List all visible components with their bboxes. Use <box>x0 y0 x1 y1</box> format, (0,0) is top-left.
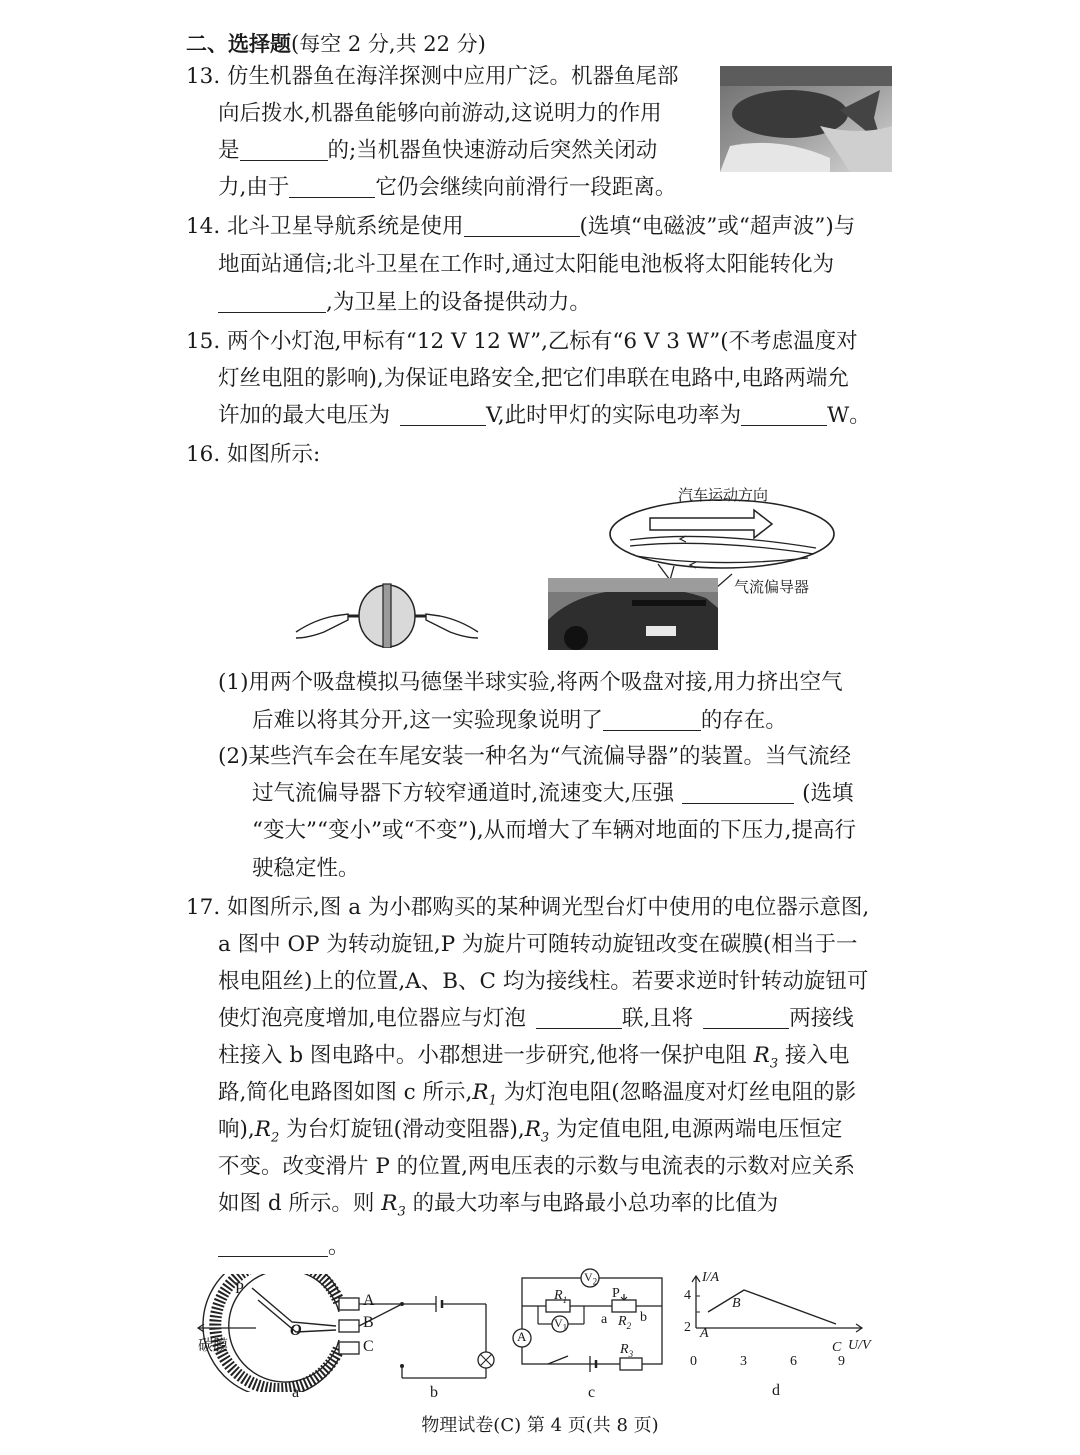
section-title: 二、选择题 <box>186 31 291 56</box>
q17-line3: 根电阻丝)上的位置,A、B、C 均为接线柱。若要求逆时针转动旋钮可 <box>218 969 869 994</box>
q15-text: 许加的最大电压为 <box>218 403 391 428</box>
var-r3: $R_3$ <box>753 1043 779 1072</box>
q17-line7 <box>218 1115 842 1153</box>
q17-line10 <box>218 1232 350 1262</box>
fig-c-v1: $V_1$ <box>554 1316 568 1333</box>
q15-line1: 15. 两个小灯泡,甲标有“12 V 12 W”,乙标有“6 V 3 W”(不考虑温度对 <box>186 329 858 354</box>
q15-text: V,此时甲灯的实际电功率为 <box>486 403 742 428</box>
q17-text: 联,且将 <box>621 1006 694 1031</box>
fig-d-xlabel: U/V <box>848 1338 871 1353</box>
q13-text: 它仍会继续向前滑行一段距离。 <box>375 175 677 200</box>
suction-cup-figure <box>294 580 480 648</box>
q15-line2: 灯丝电阻的影响),为保证电路安全,把它们串联在电路中,电路两端允 <box>218 366 849 391</box>
q17-text: 接入电 <box>784 1043 850 1068</box>
q15-text: W。 <box>827 403 871 428</box>
q13-line3 <box>218 136 657 166</box>
car-spoiler-figure <box>546 480 836 652</box>
q16-p2-line4: 驶稳定性。 <box>252 856 360 881</box>
graph-line-ab <box>708 1290 836 1324</box>
q14-line1 <box>186 212 855 242</box>
fig-c-p: P <box>612 1286 620 1301</box>
fig-d-y4: 4 <box>684 1288 691 1303</box>
q16-blank1[interactable] <box>603 708 701 731</box>
q16-p1-line1: (1)用两个吸盘模拟马德堡半球实验,将两个吸盘对接,用力挤出空气 <box>218 670 843 695</box>
fig-a-label-o: O <box>290 1322 302 1339</box>
fig-c-r1: $R_1$ <box>554 1288 568 1305</box>
fig-a-label-b: B <box>363 1314 374 1331</box>
q14-blank1[interactable] <box>464 214 580 237</box>
fig-d-ylabel: I/A <box>702 1270 720 1285</box>
q15-blank2[interactable] <box>741 403 827 426</box>
fig-a-label-c: C <box>363 1338 374 1355</box>
q17-text: 使灯泡亮度增加,电位器应与灯泡 <box>218 1006 526 1031</box>
fig-a-label-p: P <box>235 1280 244 1297</box>
fig-d-x6: 6 <box>790 1354 797 1369</box>
q16-text: (选填 <box>802 781 854 806</box>
fig-c-a: a <box>601 1312 608 1327</box>
fig-d-x0: 0 <box>690 1354 697 1369</box>
q14-blank2[interactable] <box>218 290 326 313</box>
robot-fish-photo <box>720 66 892 172</box>
q17-text: 如图 d 所示。则 <box>218 1191 375 1216</box>
q14-text: ,为卫星上的设备提供动力。 <box>326 290 591 315</box>
fig-c-v2: $V_2$ <box>584 1270 598 1287</box>
fig-d-b: B <box>732 1296 741 1311</box>
fig-label-direction: 汽车运动方向 <box>678 487 769 504</box>
q17-blank3[interactable] <box>218 1234 328 1257</box>
section-note: (每空 2 分,共 22 分) <box>291 32 486 56</box>
fig-d-a: A <box>700 1326 709 1341</box>
fig-d-y2: 2 <box>684 1320 691 1335</box>
q13-text: 的;当机器鱼快速游动后突然关闭动 <box>327 138 658 163</box>
q17-line9 <box>218 1189 778 1227</box>
q17-text: 两接线 <box>789 1006 854 1031</box>
q17-line8: 不变。改变滑片 P 的位置,两电压表的示数与电流表的示数对应关系 <box>218 1154 855 1179</box>
q17-text: 为台灯旋钮(滑动变阻器), <box>286 1117 525 1142</box>
q13-blank2[interactable] <box>289 175 375 198</box>
q17-blank1[interactable] <box>536 1006 622 1029</box>
q13-text: 是 <box>218 138 240 163</box>
q16-text: 的存在。 <box>700 708 787 733</box>
q16-p2-line3: “变大”“变小”或“不变”),从而增大了车辆对地面的下压力,提高行 <box>252 818 857 843</box>
fig-label-spoiler: 气流偏导器 <box>734 579 810 596</box>
section-header <box>186 28 486 58</box>
fig-c-b: b <box>640 1310 647 1325</box>
q17-line1: 17. 如图所示,图 a 为小郡购买的某种调光型台灯中使用的电位器示意图, <box>186 895 870 920</box>
var-r3: $R_3$ <box>524 1117 550 1146</box>
fig-a-label-film: 碳膜 <box>198 1337 229 1354</box>
fig-d-x3: 3 <box>740 1354 747 1369</box>
q16-line1: 16. 如图所示: <box>186 442 321 467</box>
q17-text: 为定值电阻,电源两端电压恒定 <box>556 1117 843 1142</box>
q17-text: 路,简化电路图如图 c 所示, <box>218 1080 473 1105</box>
fig-d-c: C <box>832 1340 842 1355</box>
q16-blank2[interactable] <box>682 781 794 804</box>
q16-text: 后难以将其分开,这一实验现象说明了 <box>252 708 603 733</box>
q17-text: 柱接入 b 图电路中。小郡想进一步研究,他将一保护电阻 <box>218 1043 747 1068</box>
q17-text: 的最大功率与电路最小总功率的比值为 <box>412 1191 779 1216</box>
q15-blank1[interactable] <box>400 403 486 426</box>
fig-a-caption: a <box>292 1384 300 1401</box>
fig-c-ammeter: A <box>517 1329 527 1344</box>
fig-d-caption: d <box>772 1382 780 1399</box>
q14-text: (选填“电磁波”或“超声波”)与 <box>579 214 856 239</box>
fig-d-x9: 9 <box>838 1354 845 1369</box>
var-r3: $R_3$ <box>381 1191 406 1220</box>
fig-c-r2: $R_2$ <box>618 1314 632 1331</box>
q14-line2: 地面站通信;北斗卫星在工作时,通过太阳能电池板将太阳能转化为 <box>218 252 835 277</box>
q13-line1: 13. 仿生机器鱼在海洋探测中应用广泛。机器鱼尾部 <box>186 64 679 89</box>
q17-line2: a 图中 OP 为转动旋钮,P 为旋片可随转动旋钮改变在碳膜(相当于一 <box>218 932 858 957</box>
var-r2: $R_2$ <box>254 1117 280 1146</box>
q16-p2-line1: (2)某些汽车会在车尾安装一种名为“气流偏导器”的装置。当气流经 <box>218 744 851 769</box>
q13-blank1[interactable] <box>240 138 328 161</box>
q17-line5 <box>218 1041 849 1079</box>
q15-line3 <box>218 401 871 431</box>
q13-line4 <box>218 173 676 203</box>
page-footer: 物理试卷(C) 第 4 页(共 8 页) <box>421 1415 659 1436</box>
q17-text: 。 <box>328 1234 350 1259</box>
var-r1: $R_1$ <box>472 1080 497 1109</box>
fig-c-r3: $R_3$ <box>620 1342 634 1359</box>
q16-text: 过气流偏导器下方较窄通道时,流速变大,压强 <box>252 781 675 806</box>
q16-p2-line2 <box>252 779 854 809</box>
q17-blank2[interactable] <box>703 1006 789 1029</box>
q17-text: 响), <box>218 1117 255 1142</box>
fig-c-caption: c <box>588 1384 596 1401</box>
q14-text: 14. 北斗卫星导航系统是使用 <box>186 214 464 239</box>
q13-line2: 向后拨水,机器鱼能够向前游动,这说明力的作用 <box>218 101 662 126</box>
q17-line4 <box>218 1004 854 1034</box>
q17-line6 <box>218 1078 856 1116</box>
fig-a-label-a: A <box>363 1292 375 1309</box>
fig-b-caption: b <box>430 1384 438 1401</box>
q13-text: 力,由于 <box>218 175 290 200</box>
q16-p1-line2 <box>252 706 787 736</box>
q14-line3 <box>218 288 591 318</box>
q17-text: 为灯泡电阻(忽略温度对灯丝电阻的影 <box>503 1080 857 1105</box>
